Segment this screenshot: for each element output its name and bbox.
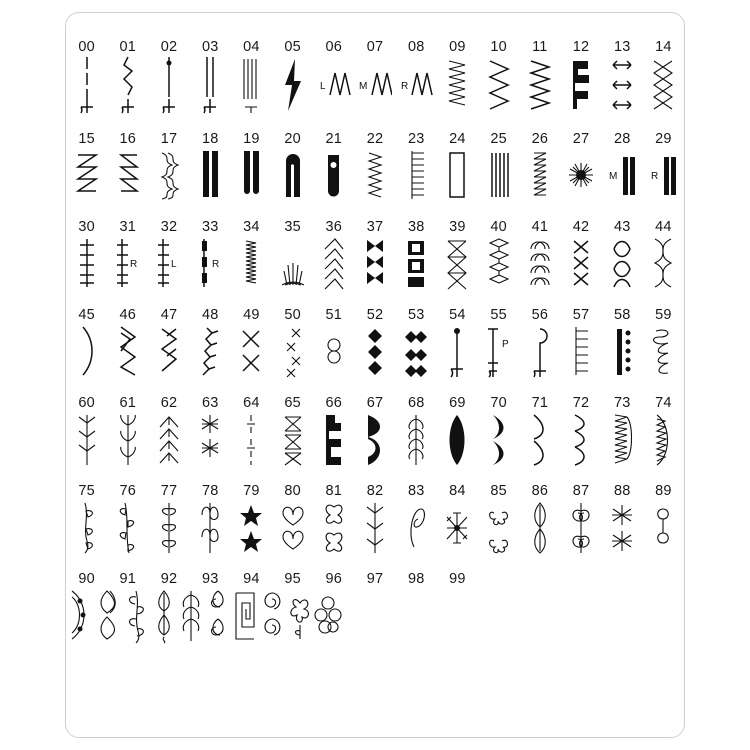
pattern-number: 54 [449, 307, 466, 323]
pattern-number: 65 [284, 395, 301, 411]
pattern-number: 64 [243, 395, 260, 411]
pattern-number: 36 [325, 219, 343, 235]
stitch-glyph-35 [272, 235, 313, 293]
svg-text:L: L [171, 259, 177, 270]
stitch-glyph-empty [451, 587, 478, 645]
stitch-glyph-96 [232, 587, 259, 645]
pattern-number: 68 [407, 395, 425, 411]
stitch-glyph-71 [519, 411, 560, 469]
pattern-number: 80 [284, 483, 301, 499]
stitch-glyph-08 [396, 55, 437, 117]
stitch-glyph-93 [150, 587, 177, 645]
stitch-glyph-94 [178, 587, 205, 645]
stitch-glyph-55 [478, 323, 519, 381]
stitch-glyph-57 [560, 323, 601, 381]
stitch-glyph-67 [354, 411, 395, 469]
stitch-glyph-36 [313, 235, 354, 293]
svg-text:M: M [359, 81, 368, 92]
pattern-number: 75 [78, 483, 95, 499]
pattern-number: 90 [78, 571, 95, 587]
stitch-glyph-25 [478, 147, 519, 205]
stitch-glyph-22 [354, 147, 395, 205]
pattern-number: 28 [613, 131, 631, 147]
stitch-glyph-24 [437, 147, 478, 205]
pattern-number: 99 [449, 571, 466, 587]
pattern-number: 46 [119, 307, 137, 323]
stitch-glyph-60 [66, 411, 107, 469]
stitch-glyph-39 [437, 235, 478, 293]
stitch-glyph-65 [272, 411, 313, 469]
stitch-glyph-28 [602, 147, 643, 205]
svg-text:R: R [651, 171, 659, 182]
stitch-glyph-89 [643, 499, 684, 557]
stitch-glyph-27 [560, 147, 601, 205]
pattern-number: 82 [366, 483, 384, 499]
pattern-number: 72 [572, 395, 590, 411]
stitch-glyph-56 [519, 323, 560, 381]
stitch-glyph-80 [272, 499, 313, 557]
stitch-glyph-00 [66, 55, 107, 117]
chart-row [66, 39, 684, 117]
stitch-glyph-33 [190, 235, 231, 293]
stitch-glyph-14 [643, 55, 684, 117]
row-numbers [66, 307, 684, 323]
pattern-number: 97 [366, 571, 384, 587]
pattern-number: 45 [78, 307, 95, 323]
pattern-number: 94 [243, 571, 260, 587]
pattern-number: 19 [243, 131, 260, 147]
svg-text:L: L [319, 81, 326, 92]
pattern-number: 11 [532, 39, 548, 55]
pattern-number: 98 [407, 571, 425, 587]
stitch-glyph-51 [313, 323, 354, 381]
pattern-number: 85 [490, 483, 507, 499]
stitch-glyph-52 [354, 323, 395, 381]
row-glyphs [66, 499, 684, 557]
pattern-number: 59 [655, 307, 672, 323]
pattern-number: 61 [119, 395, 137, 411]
stitch-glyph-02 [148, 55, 189, 117]
pattern-number: 20 [284, 131, 301, 147]
stitch-glyph-32 [148, 235, 189, 293]
pattern-number: 10 [490, 39, 507, 55]
stitch-glyph-78 [190, 499, 231, 557]
stitch-glyph-68 [396, 411, 437, 469]
row-numbers [66, 571, 478, 587]
pattern-number: 71 [531, 395, 549, 411]
stitch-glyph-48 [190, 323, 231, 381]
stitch-glyph-03 [190, 55, 231, 117]
pattern-number: 34 [243, 219, 260, 235]
pattern-number: 78 [201, 483, 219, 499]
stitch-glyph-04 [231, 55, 272, 117]
pattern-number: 70 [490, 395, 507, 411]
stitch-glyph-34 [231, 235, 272, 293]
row-numbers [66, 395, 684, 411]
svg-text:P: P [501, 339, 509, 350]
pattern-number: 73 [613, 395, 631, 411]
pattern-number: 40 [490, 219, 507, 235]
chart-row [66, 571, 684, 645]
pattern-number: 27 [572, 131, 590, 147]
stitch-glyph-43 [602, 235, 643, 293]
pattern-number: 81 [325, 483, 343, 499]
pattern-number: 14 [655, 39, 672, 55]
pattern-number: 25 [490, 131, 507, 147]
pattern-number: 44 [655, 219, 672, 235]
pattern-number: 23 [407, 131, 425, 147]
pattern-number: 52 [366, 307, 384, 323]
pattern-number: 88 [613, 483, 631, 499]
stitch-glyph-06 [313, 55, 354, 117]
stitch-chart-panel [65, 12, 685, 738]
pattern-number: 33 [201, 219, 219, 235]
pattern-number: 62 [160, 395, 178, 411]
pattern-number: 09 [449, 39, 466, 55]
row-numbers [66, 483, 684, 499]
stitch-glyph-26 [519, 147, 560, 205]
stitch-glyph-46 [107, 323, 148, 381]
svg-text:R: R [212, 259, 220, 270]
pattern-number: 03 [201, 39, 219, 55]
stitch-glyph-41 [519, 235, 560, 293]
pattern-number: 89 [655, 483, 672, 499]
pattern-number: 57 [572, 307, 590, 323]
pattern-number: 12 [572, 39, 590, 55]
stitch-glyph-53 [396, 323, 437, 381]
pattern-number: 07 [366, 39, 384, 55]
pattern-number: 17 [160, 131, 178, 147]
pattern-number: 30 [78, 219, 95, 235]
stitch-glyph-74 [643, 411, 684, 469]
pattern-number: 67 [366, 395, 384, 411]
pattern-number: 77 [160, 483, 178, 499]
pattern-number: 56 [531, 307, 549, 323]
pattern-number: 29 [655, 131, 672, 147]
stitch-glyph-97 [259, 587, 286, 645]
stitch-glyph-86 [519, 499, 560, 557]
stitch-glyph-62 [148, 411, 189, 469]
row-glyphs [66, 587, 478, 645]
row-glyphs [66, 235, 684, 293]
svg-text:M: M [609, 171, 618, 182]
pattern-number: 93 [201, 571, 219, 587]
stitch-glyph-54 [437, 323, 478, 381]
row-glyphs [66, 147, 684, 205]
stitch-glyph-19 [231, 147, 272, 205]
pattern-number: 84 [449, 483, 466, 499]
stitch-glyph-84 [437, 499, 478, 557]
stitch-glyph-05 [272, 55, 313, 117]
stitch-glyph-21 [313, 147, 354, 205]
pattern-number: 83 [407, 483, 425, 499]
stitch-glyph-12 [560, 55, 601, 117]
stitch-glyph-45 [66, 323, 107, 381]
pattern-number: 43 [613, 219, 631, 235]
stitch-glyph-92 [123, 587, 150, 645]
stitch-glyph-79 [231, 499, 272, 557]
stitch-glyph-38 [396, 235, 437, 293]
stitch-glyph-10 [478, 55, 519, 117]
stitch-glyph-63 [190, 411, 231, 469]
stitch-glyph-59 [643, 323, 684, 381]
pattern-number: 41 [531, 219, 549, 235]
stitch-glyph-99 [314, 587, 342, 645]
pattern-number: 31 [119, 219, 137, 235]
pattern-number: 06 [325, 39, 343, 55]
stitch-glyph-66 [313, 411, 354, 469]
pattern-number: 21 [325, 131, 343, 147]
stitch-glyph-31 [107, 235, 148, 293]
pattern-number: 05 [284, 39, 301, 55]
stitch-glyph-50 [272, 323, 313, 381]
pattern-number: 35 [284, 219, 301, 235]
pattern-number: 22 [366, 131, 384, 147]
stitch-glyph-72 [560, 411, 601, 469]
stitch-glyph-61 [107, 411, 148, 469]
pattern-number: 32 [160, 219, 178, 235]
svg-text:R: R [129, 259, 138, 270]
stitch-glyph-empty [342, 587, 369, 645]
row-numbers [66, 39, 684, 55]
pattern-number: 15 [78, 131, 95, 147]
pattern-number: 50 [284, 307, 301, 323]
stitch-glyph-47 [148, 323, 189, 381]
row-glyphs [66, 55, 684, 117]
stitch-glyph-empty [369, 587, 396, 645]
pattern-number: 24 [449, 131, 466, 147]
stitch-glyph-83 [396, 499, 437, 557]
stitch-glyph-81 [313, 499, 354, 557]
stitch-glyph-23 [396, 147, 437, 205]
stitch-glyph-40 [478, 235, 519, 293]
pattern-number: 95 [284, 571, 301, 587]
pattern-number: 53 [407, 307, 425, 323]
stitch-glyph-76 [107, 499, 148, 557]
pattern-number: 87 [572, 483, 590, 499]
chart-row [66, 219, 684, 293]
pattern-number: 55 [490, 307, 507, 323]
stitch-glyph-07 [354, 55, 395, 117]
pattern-number: 96 [325, 571, 343, 587]
pattern-number: 92 [160, 571, 178, 587]
svg-text:R: R [401, 81, 409, 92]
stitch-glyph-88 [602, 499, 643, 557]
pattern-number: 47 [160, 307, 178, 323]
stitch-glyph-42 [560, 235, 601, 293]
stitch-glyph-75 [66, 499, 107, 557]
stitch-glyph-empty [424, 587, 451, 645]
stitch-glyph-90 [66, 587, 96, 645]
pattern-number: 69 [449, 395, 466, 411]
row-numbers [66, 219, 684, 235]
pattern-number: 79 [243, 483, 260, 499]
pattern-number: 63 [201, 395, 219, 411]
stitch-glyph-11 [519, 55, 560, 117]
stitch-glyph-85 [478, 499, 519, 557]
stitch-glyph-30 [66, 235, 107, 293]
pattern-number: 18 [201, 131, 219, 147]
chart-row [66, 307, 684, 381]
stitch-glyph-15 [66, 147, 107, 205]
pattern-number: 01 [119, 39, 137, 55]
pattern-number: 38 [407, 219, 425, 235]
chart-row [66, 395, 684, 469]
stitch-glyph-82 [354, 499, 395, 557]
stitch-glyph-58 [602, 323, 643, 381]
pattern-number: 86 [531, 483, 549, 499]
stitch-glyph-73 [602, 411, 643, 469]
pattern-number: 02 [160, 39, 178, 55]
chart-row [66, 483, 684, 557]
stitch-glyph-16 [107, 147, 148, 205]
stitch-glyph-98 [286, 587, 314, 645]
pattern-number: 76 [119, 483, 137, 499]
stitch-glyph-77 [148, 499, 189, 557]
pattern-number: 48 [201, 307, 219, 323]
stitch-glyph-95 [205, 587, 232, 645]
pattern-number: 66 [325, 395, 343, 411]
stitch-glyph-13 [602, 55, 643, 117]
chart-row [66, 131, 684, 205]
stitch-glyph-37 [354, 235, 395, 293]
stitch-glyph-87 [560, 499, 601, 557]
stitch-glyph-18 [190, 147, 231, 205]
stitch-glyph-70 [478, 411, 519, 469]
pattern-number: 58 [613, 307, 631, 323]
pattern-number: 00 [78, 39, 95, 55]
pattern-number: 74 [655, 395, 672, 411]
pattern-number: 91 [119, 571, 137, 587]
stitch-glyph-69 [437, 411, 478, 469]
stitch-glyph-17 [148, 147, 189, 205]
stitch-glyph-09 [437, 55, 478, 117]
stitch-glyph-91 [96, 587, 123, 645]
pattern-number: 49 [243, 307, 260, 323]
pattern-number: 51 [325, 307, 343, 323]
pattern-number: 16 [119, 131, 137, 147]
pattern-number: 39 [449, 219, 466, 235]
stitch-glyph-49 [231, 323, 272, 381]
stitch-glyph-empty [397, 587, 424, 645]
pattern-number: 26 [531, 131, 549, 147]
pattern-number: 13 [613, 39, 631, 55]
stitch-glyph-20 [272, 147, 313, 205]
stitch-glyph-29 [643, 147, 684, 205]
row-glyphs [66, 323, 684, 381]
row-numbers [66, 131, 684, 147]
stitch-glyph-64 [231, 411, 272, 469]
pattern-number: 60 [78, 395, 95, 411]
row-glyphs [66, 411, 684, 469]
stitch-glyph-01 [107, 55, 148, 117]
stitch-glyph-44 [643, 235, 684, 293]
pattern-number: 42 [572, 219, 590, 235]
pattern-number: 37 [366, 219, 384, 235]
pattern-number: 04 [243, 39, 260, 55]
pattern-number: 08 [407, 39, 425, 55]
